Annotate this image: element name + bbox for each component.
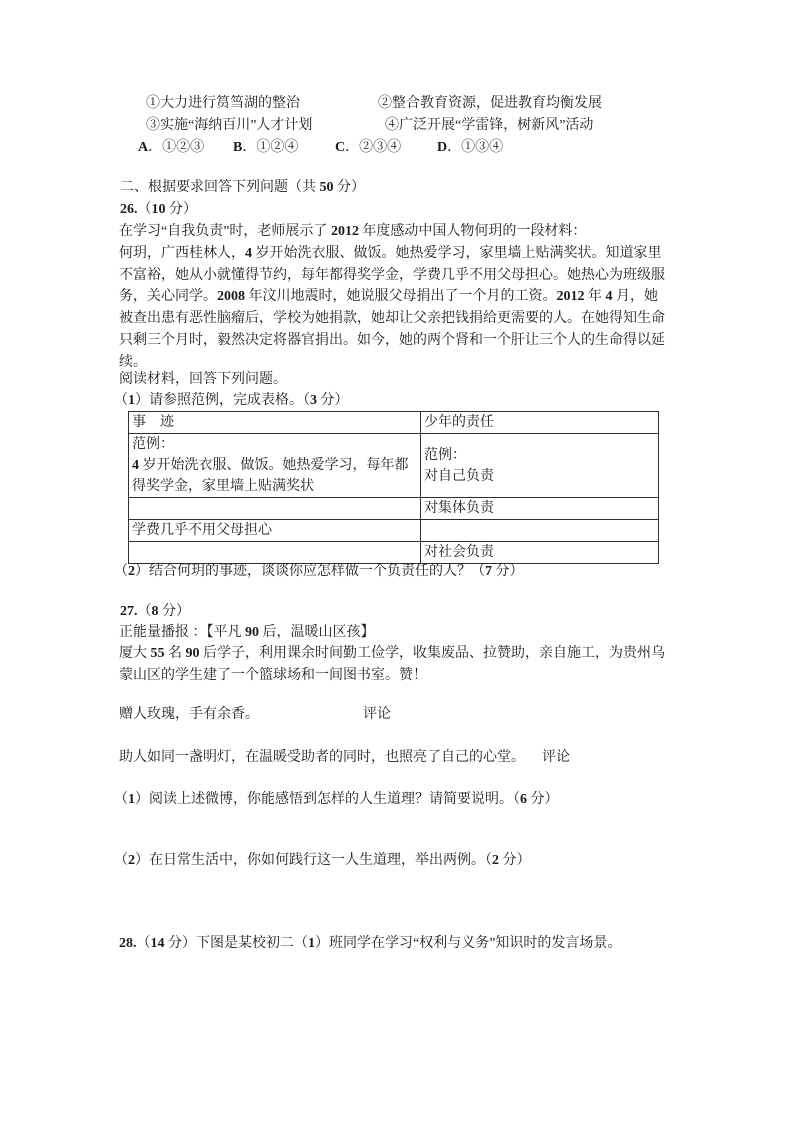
table-cell-society: 对社会负责 — [421, 542, 659, 564]
q26-material-line: 务，关心同学。2008 年汶川地震时，她说服父母捐出了一个月的工资。2012 年 4 月，她 — [119, 289, 658, 305]
weibo1-text: 赠人玫瑰，手有余香。 — [119, 707, 259, 722]
table-row — [129, 434, 659, 498]
example-deed-line: 4 岁开始洗衣服、做饭。她热爱学习，每年都 — [132, 458, 409, 473]
q28-intro: 28.（14 分）下图是某校初二（1）班同学在学习“权利与义务”知识时的发言场景。 — [119, 936, 622, 951]
q27-part1-prompt: （1）阅读上述微博，你能感悟到怎样的人生道理？请简要说明。（6 分） — [114, 792, 559, 807]
weibo2-text: 助人如同一盏明灯，在温暖受助者的同时，也照亮了自己的心堂。 — [119, 750, 525, 765]
weibo2-comment-link: 评论 — [542, 750, 570, 765]
q25-option-2: ②整合教育资源，促进教育均衡发展 — [378, 96, 602, 111]
q27-body-line: 厦大 55 名 90 后学子，利用课余时间勤工俭学，收集废品、拉赞助，亲自施工，为贵州乌 — [119, 646, 665, 661]
q25-option-3: ③实施“海纳百川”人才计划 — [146, 118, 313, 133]
q27-body-line: 蒙山区的学生建了一个篮球场和一间图书室。赞！ — [119, 667, 427, 683]
q27-number: 27.（8 分） — [120, 604, 190, 619]
q26-material-line: 不富裕，她从小就懂得节约，每年都得奖学金，学费几乎不用父母担心。她热心为班级服 — [119, 267, 665, 283]
q26-material — [119, 243, 665, 373]
table-row — [129, 520, 659, 542]
q27-part2-prompt: （2）在日常生活中，你如何践行这一人生道理，举出两例。（2 分） — [114, 853, 531, 868]
q26-part1-prompt: （1）请参照范例，完成表格。（3 分） — [114, 393, 349, 408]
table-cell-tuition: 学费几乎不用父母担心 — [129, 520, 421, 542]
table-header-responsibility: 少年的责任 — [421, 412, 659, 434]
table-cell-blank — [421, 520, 659, 542]
weibo1-comment-link: 评论 — [363, 707, 391, 722]
table-cell-blank — [129, 498, 421, 520]
section-heading: 二、根据要求回答下列问题（共 50 分） — [120, 180, 365, 195]
table-row — [129, 498, 659, 520]
table-row — [129, 412, 659, 434]
q26-part2-prompt: （2）结合何玥的事迹，谈谈你应怎样做一个负责任的人？（7 分） — [114, 564, 524, 579]
example-deed-line: 得奖学金，家里墙上贴满奖状 — [132, 479, 314, 494]
q26-read-prompt: 阅读材料，回答下列问题。 — [119, 372, 287, 387]
q26-material-line: 只剩三个月时，毅然决定将器官捐出。如今，她的两个肾和一个肝让三个人的生命得以延 — [119, 332, 665, 348]
q26-material-line: 被查出患有恶性脑瘤后，学校为她捐款，她却让父亲把钱捐给更需要的人。在她得知生命 — [119, 311, 665, 327]
q26-intro: 在学习“自我负责”时，老师展示了 2012 年度感动中国人物何玥的一段材料： — [119, 224, 587, 239]
q25-choice-a: A．①②③ — [138, 140, 205, 155]
table-cell-collective: 对集体负责 — [421, 498, 659, 520]
q25-option-1: ①大力进行筼筜湖的整治 — [146, 96, 300, 111]
q26-number: 26.（10 分） — [120, 202, 197, 217]
example-label: 范例： — [132, 437, 174, 452]
example-label: 范例： — [424, 447, 466, 463]
q25-choice-d: D．①③④ — [437, 140, 504, 155]
q25-choice-b: B．①②④ — [233, 140, 299, 155]
responsibility-table — [128, 411, 659, 564]
table-cell-example-deed — [129, 434, 421, 498]
q26-material-line: 何玥，广西桂林人，4 岁开始洗衣服、做饭。她热爱学习，家里墙上贴满奖状。知道家里 — [119, 246, 662, 261]
q26-material-line: 续。 — [119, 354, 147, 370]
q25-choice-c: C．②③④ — [335, 140, 402, 155]
table-header-deeds: 事 迹 — [129, 412, 421, 434]
q27-broadcast-title: 正能量播报 ：【平凡 90 后，温暖山区孩】 — [119, 625, 375, 640]
q27-body — [119, 643, 665, 686]
q25-option-4: ④广泛开展“学雷锋，树新风”活动 — [385, 118, 594, 133]
example-responsibility-line: 对自己负责 — [424, 468, 494, 484]
table-cell-example-responsibility — [421, 434, 659, 498]
